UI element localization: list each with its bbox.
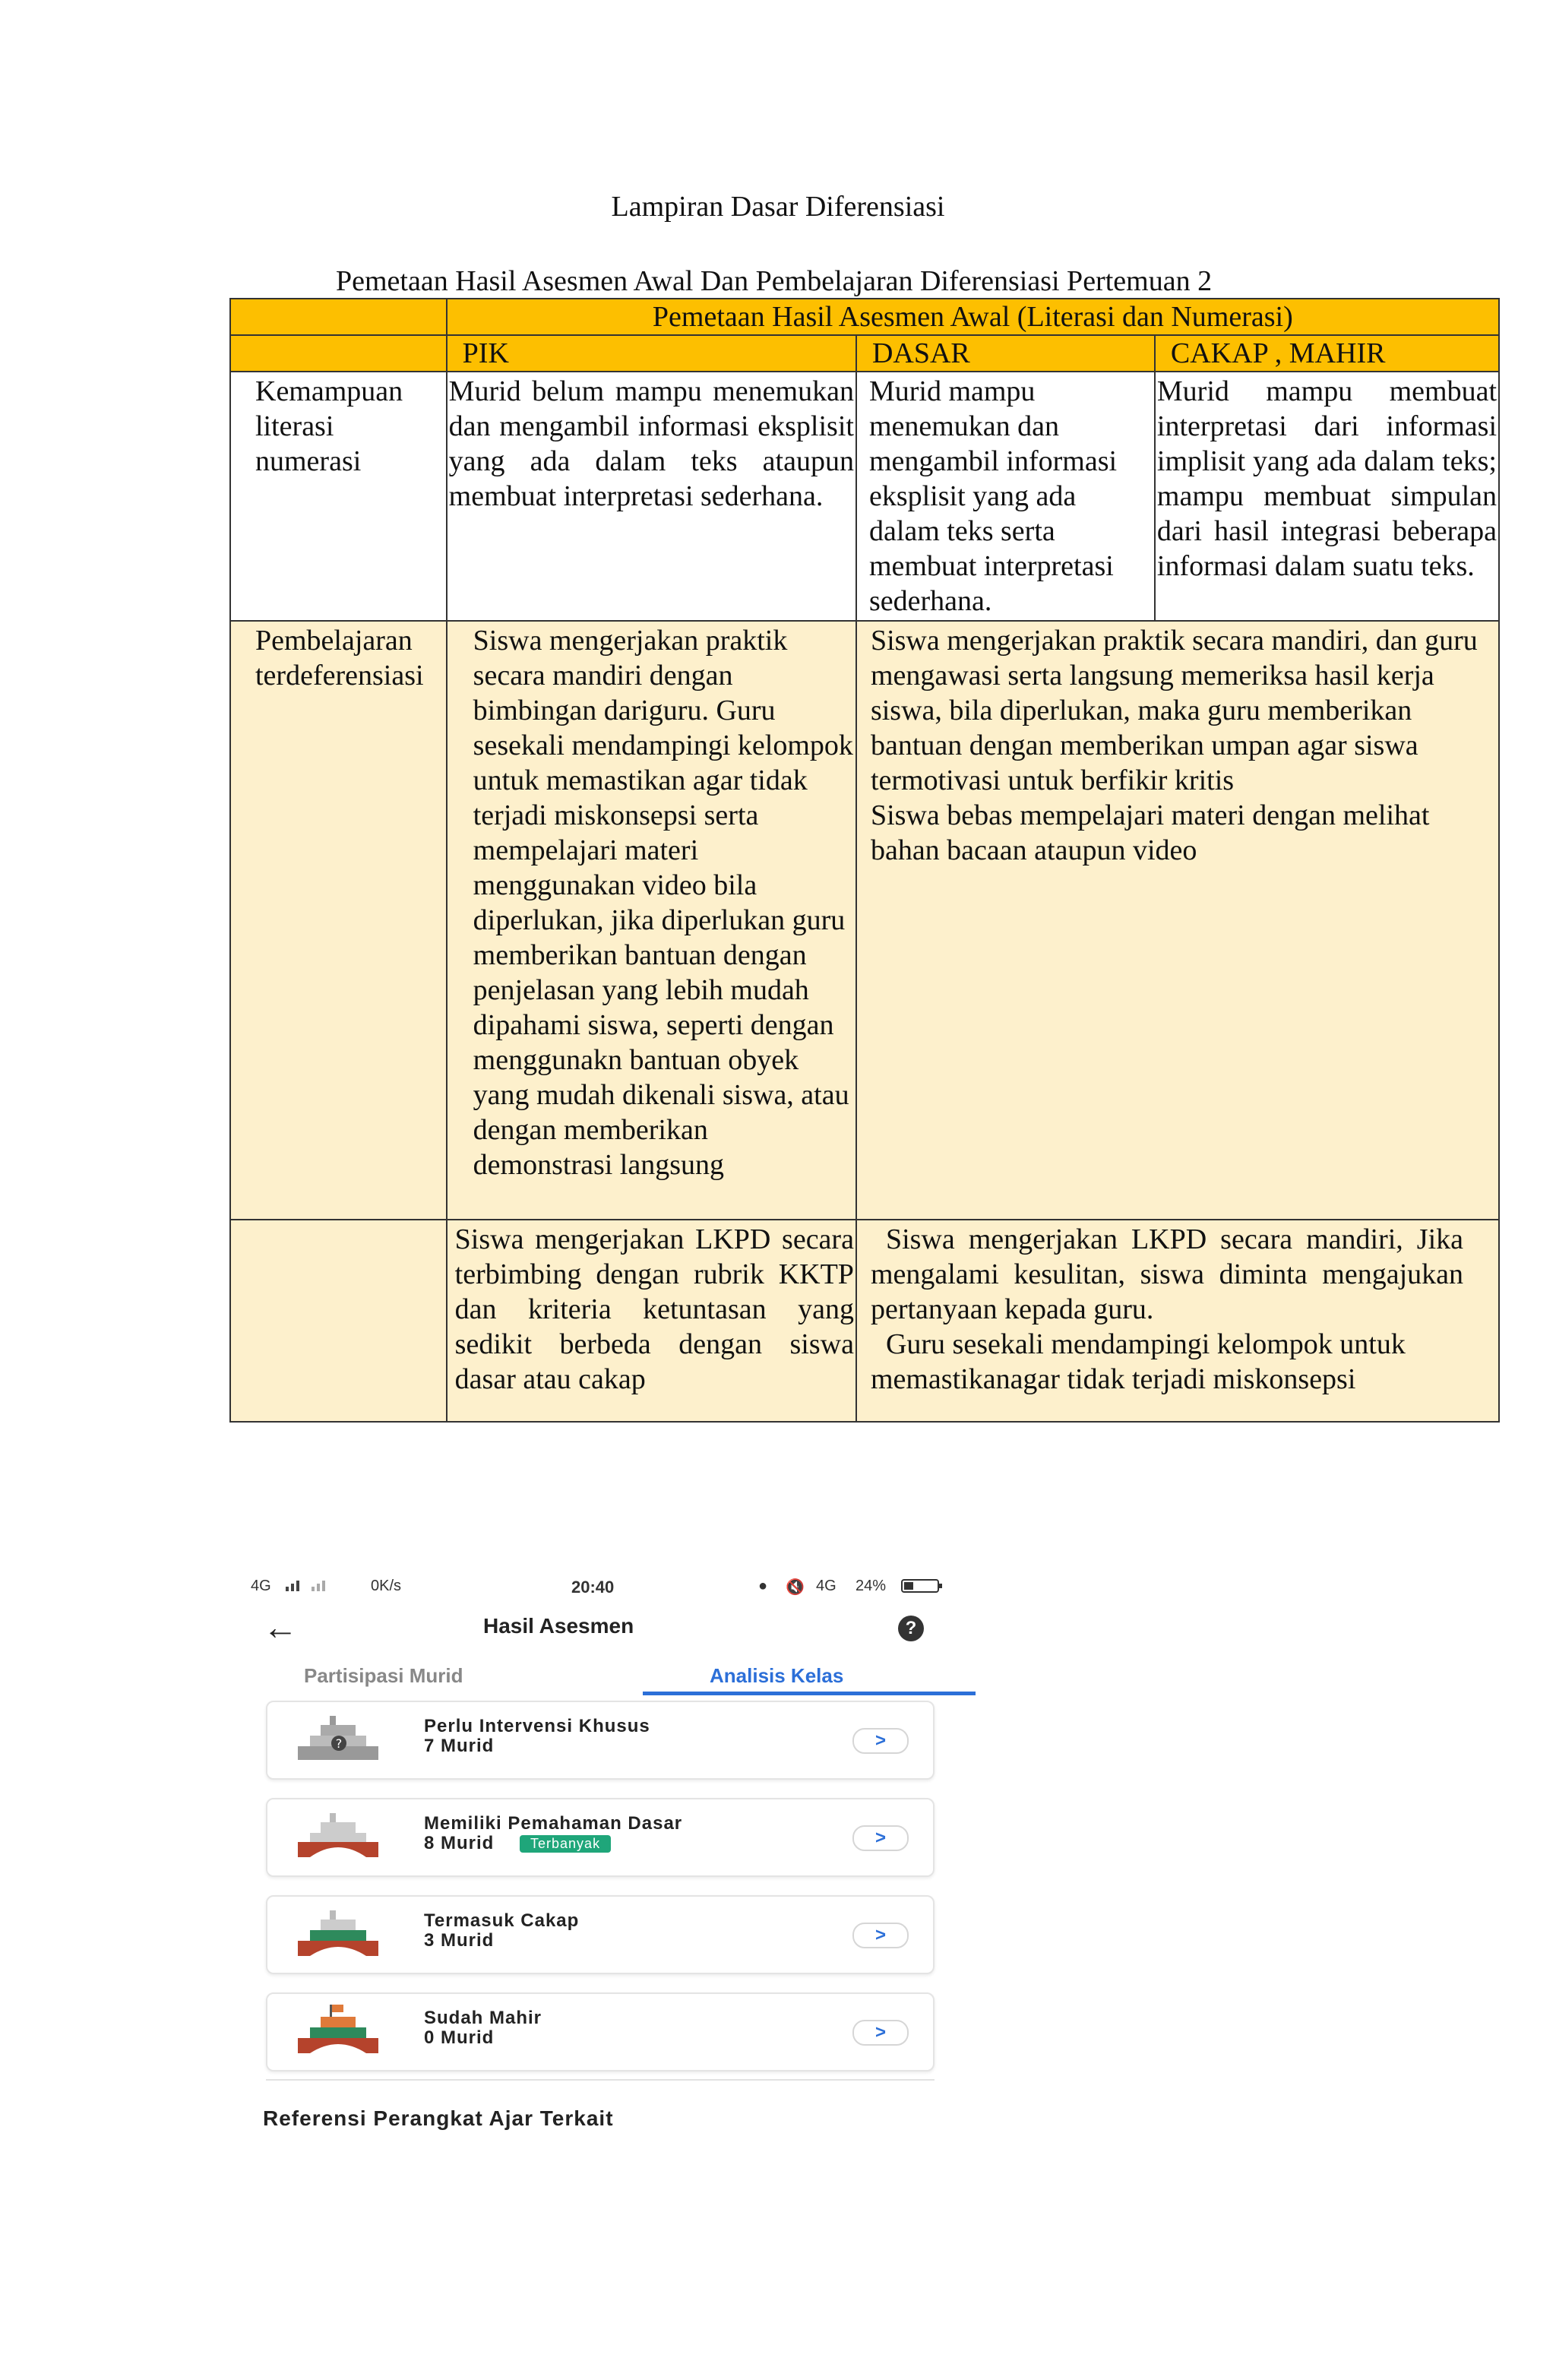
card-count-row [424, 1833, 611, 1854]
document-title: Lampiran Dasar Diferensiasi [611, 191, 945, 223]
battery-icon [901, 1579, 944, 1597]
chevron-right-icon[interactable]: > [852, 1923, 909, 1948]
chevron-right-icon[interactable]: > [852, 1728, 909, 1754]
card-count: 0 Murid [424, 2027, 495, 2048]
card-cakap[interactable] [266, 1895, 935, 1974]
reference-heading: Referensi Perangkat Ajar Terkait [263, 2106, 614, 2130]
header-dasar: DASAR [856, 335, 1155, 372]
tab-analisis-kelas[interactable]: Analisis Kelas [710, 1664, 844, 1687]
card-title: Termasuk Cakap [424, 1910, 580, 1931]
active-tab-indicator [643, 1692, 976, 1695]
section-divider [266, 2079, 935, 2081]
help-icon[interactable]: ? [898, 1616, 924, 1641]
cell-pik-lkpd: Siswa mengerjakan LKPD secara terbimbing dengan rubrik KKTP dan kriteria ketuntasan yang sedikit berbeda dengan siswa dasar atau cakap [447, 1220, 856, 1422]
mute-icon: 🔇 [786, 1579, 805, 1596]
app-bar [240, 1602, 954, 1655]
card-count: 7 Murid [424, 1736, 495, 1756]
cell-pik-pembelajaran: Siswa mengerjakan praktik secara mandiri dengan bimbingan dariguru. Guru sesekali mendampingi kelompok untuk memastikan agar tidak terjadi miskonsepsi serta mempelajari materi menggunakan video bila diperlukan, jika diperlukan guru memberikan bantuan dengan penjelasan yang lebih mudah dipahami siswa, seperti dengan menggunakn bantuan obyek yang mudah dikenali siswa, atau dengan memberikan demonstrasi langsung [447, 621, 856, 1220]
row3-empty-cell [230, 1220, 447, 1422]
card-title: Perlu Intervensi Khusus [424, 1716, 650, 1736]
building-gray-icon [293, 1710, 383, 1768]
tab-bar [270, 1655, 939, 1695]
row-label-kemampuan: Kemampuan literasi numerasi [230, 372, 447, 621]
card-count: 8 Murid [424, 1833, 495, 1853]
header-empty-cell [230, 299, 447, 335]
header-cakap-mahir: CAKAP , MAHIR [1155, 335, 1499, 372]
card-mahir[interactable] [266, 1992, 935, 2071]
card-intervensi[interactable] [266, 1701, 935, 1780]
assessment-table [229, 298, 1500, 1423]
status-net2: 4G [816, 1578, 837, 1594]
phone-screenshot [240, 1565, 954, 2143]
status-time: 20:40 [571, 1578, 615, 1597]
cell-dasar-kemampuan: Murid mampu menemukan dan mengambil informasi eksplisit yang ada dalam teks serta membuat interpretasi sederhana. [856, 372, 1155, 621]
header-pik: PIK [447, 335, 856, 372]
card-pemahaman-dasar[interactable] [266, 1798, 935, 1877]
chevron-right-icon[interactable]: > [852, 2020, 909, 2046]
signal-bars-icon [286, 1576, 339, 1597]
lkpd-text-1: Siswa mengerjakan LKPD secara mandiri, Jika mengalami kesulitan, siswa diminta mengajukan pertanyaan kepada guru. [870, 1223, 1463, 1325]
header-main: Pemetaan Hasil Asesmen Awal (Literasi dan Numerasi) [447, 299, 1499, 335]
row-label-pembelajaran: Pembelajaran terdeferensiasi [230, 621, 447, 1220]
cell-pik-kemampuan: Murid belum mampu menemukan dan mengambil informasi eksplisit yang ada dalam teks ataupun membuat interpretasi sederhana. [447, 372, 856, 621]
cell-dasar-cakap-lkpd [856, 1220, 1499, 1422]
card-title: Memiliki Pemahaman Dasar [424, 1813, 683, 1834]
lkpd-text-2: Guru sesekali mendampingi kelompok untuk memastikanagar tidak terjadi miskonsepsi [870, 1328, 1406, 1395]
camera-icon: ● [758, 1578, 768, 1594]
back-arrow-icon[interactable]: ← [263, 1607, 298, 1647]
tab-partisipasi-murid[interactable]: Partisipasi Murid [304, 1664, 463, 1687]
building-cakap-icon [293, 1904, 383, 1962]
status-speed: 0K/s [371, 1578, 402, 1594]
document-subtitle: Pemetaan Hasil Asesmen Awal Dan Pembelajaran Diferensiasi Pertemuan 2 [336, 265, 1213, 297]
chevron-right-icon[interactable]: > [852, 1825, 909, 1851]
app-title: Hasil Asesmen [483, 1614, 634, 1638]
status-bar [245, 1575, 951, 1602]
cell-dasar-cakap-pembelajaran [856, 621, 1499, 1220]
most-badge: Terbanyak [520, 1835, 611, 1853]
cell-cakap-kemampuan: Murid mampu membuat interpretasi dari informasi implisit yang ada dalam teks; mampu membuat simpulan dari hasil integrasi beberapa informasi dalam suatu teks. [1155, 372, 1499, 621]
svg-text:?: ? [335, 1736, 343, 1751]
pembelajaran-text-2: Siswa bebas mempelajari materi dengan melihat bahan bacaan ataupun video [870, 799, 1430, 866]
card-count: 3 Murid [424, 1930, 495, 1951]
status-battery: 24% [855, 1578, 887, 1594]
header-empty-cell-2 [230, 335, 447, 372]
building-dasar-icon [293, 1807, 383, 1865]
card-title: Sudah Mahir [424, 2008, 542, 2028]
status-signal: 4G [251, 1578, 271, 1594]
building-mahir-icon [293, 2002, 383, 2059]
pembelajaran-text-1: Siswa mengerjakan praktik secara mandiri, dan guru mengawasi serta langsung memeriksa hasil kerja siswa, bila diperlukan, maka guru memberikan bantuan dengan memberikan umpan agar siswa termotivasi untuk berfikir kritis [870, 625, 1478, 796]
